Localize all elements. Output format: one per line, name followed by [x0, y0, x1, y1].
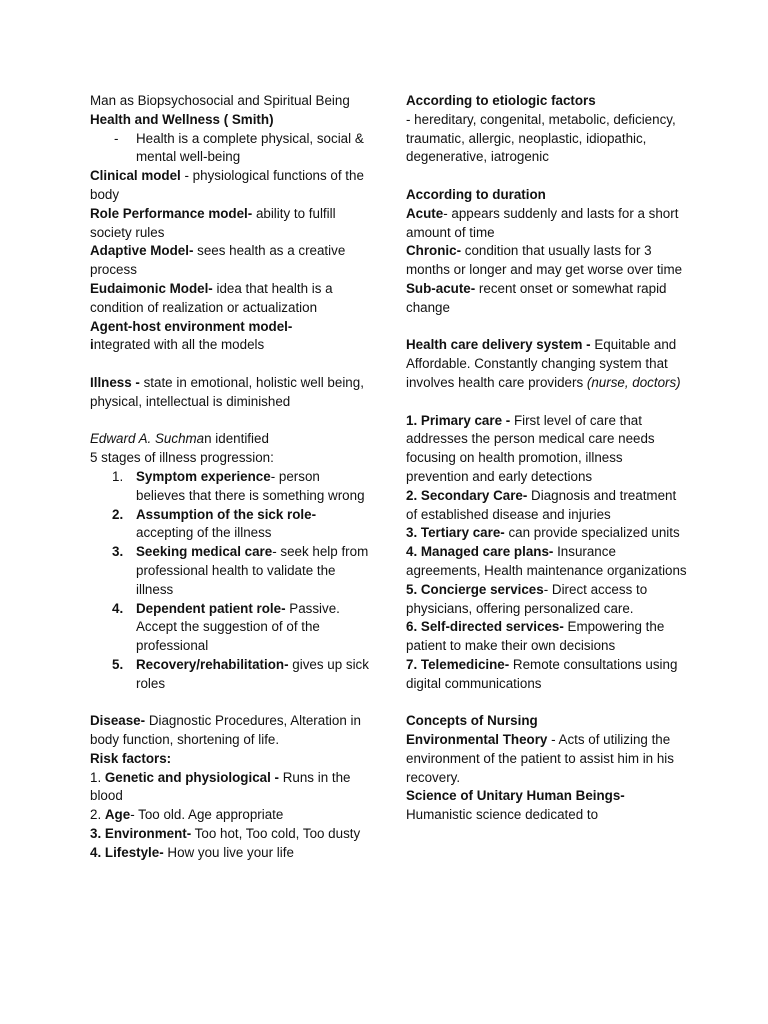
acute-definition: Acute- appears suddenly and lasts for a short amount of time	[406, 205, 679, 240]
risk-factor-lifestyle: 4. Lifestyle- How you live your life	[90, 844, 294, 860]
role-performance-model: Role Performance model- ability to fulfill society rules	[90, 205, 336, 240]
list-item: 1. Symptom experience- person believes that there is something wrong	[90, 468, 372, 506]
care-item: 6. Self-directed services- Empowering the patient to make their own decisions	[406, 619, 665, 654]
item-number: 5.	[112, 656, 124, 672]
etiologic-heading: According to etiologic factors	[406, 93, 596, 108]
unitary-human-beings: Science of Unitary Human Beings- Humanistic science dedicated to	[406, 788, 625, 823]
disease-definition: Disease- Diagnostic Procedures, Alteration in body function, shortening of life.	[90, 713, 361, 748]
chronic-definition: Chronic- condition that usually lasts for 3 months or longer and may get worse over time	[406, 243, 683, 278]
eudaimonic-model: Eudaimonic Model- idea that health is a condition of realization or actualization	[90, 280, 333, 315]
list-item	[90, 130, 372, 168]
health-care-delivery-system: Health care delivery system - Equitable and Affordable. Constantly changing system that involves health care providers (nurse, doctors)	[406, 337, 681, 390]
stages-intro: 5 stages of illness progression:	[90, 450, 274, 466]
risk-factors-heading: Risk factors:	[90, 750, 172, 766]
bullet-mark: -	[114, 130, 119, 146]
suchman-line: Edward A. Suchman identified	[90, 431, 269, 447]
care-item: 1. Primary care - First level of care that addresses the person medical care needs focusing on health promotion, illness prevention and early detections	[406, 412, 655, 484]
agent-host-model: Agent-host environment model- integrated with all the models	[90, 318, 293, 353]
environmental-theory: Environmental Theory - Acts of utilizing the environment of the patient to assist him in his recovery.	[406, 732, 674, 785]
etiologic-text: - hereditary, congenital, metabolic, deficiency, traumatic, allergic, neoplastic, idiopathic, degenerative, iatrogenic	[406, 111, 676, 165]
list-item: 3. Seeking medical care- seek help from professional health to validate the illness	[90, 543, 372, 599]
list-item-text: Health is a complete physical, social & mental well-being	[136, 130, 364, 165]
list-item: 5. Recovery/rehabilitation- gives up sick roles	[90, 656, 372, 694]
item-number: 4.	[112, 600, 124, 616]
care-item: 5. Concierge services- Direct access to physicians, offering personalized care.	[406, 581, 648, 616]
risk-factor-environment: 3. Environment- Too hot, Too cold, Too dusty	[90, 826, 361, 842]
care-item: 2. Secondary Care- Diagnosis and treatment of established disease and injuries	[406, 487, 677, 522]
nursing-heading: Concepts of Nursing	[406, 713, 538, 729]
health-wellness-heading: Health and Wellness ( Smith)	[90, 111, 274, 127]
document-title: Man as Biopsychosocial and Spiritual Being	[90, 93, 350, 108]
right-column	[406, 92, 688, 825]
list-item: 4. Dependent patient role- Passive. Accept the suggestion of of the professional	[90, 600, 372, 656]
adaptive-model: Adaptive Model- sees health as a creative process	[90, 243, 346, 278]
care-item: 4. Managed care plans- Insurance agreements, Health maintenance organizations	[406, 544, 687, 578]
illness-definition: Illness - state in emotional, holistic well being, physical, intellectual is diminished	[90, 374, 364, 409]
duration-heading: According to duration	[406, 186, 546, 202]
item-number: 1.	[112, 468, 124, 484]
clinical-model: Clinical model - physiological functions of the body	[90, 168, 364, 202]
left-column	[90, 92, 372, 863]
risk-factor-age: 2. Age- Too old. Age appropriate	[90, 807, 284, 823]
subacute-definition: Sub-acute- recent onset or somewhat rapid change	[406, 280, 667, 315]
item-number: 2.	[112, 506, 124, 522]
care-item: 3. Tertiary care- can provide specialized units	[406, 525, 680, 541]
care-item: 7. Telemedicine- Remote consultations using digital communications	[406, 656, 678, 691]
risk-factor-genetic: 1. Genetic and physiological - Runs in the blood	[90, 769, 351, 804]
list-item: 2. Assumption of the sick role- accepting of the illness	[90, 506, 372, 544]
item-number: 3.	[112, 544, 124, 560]
